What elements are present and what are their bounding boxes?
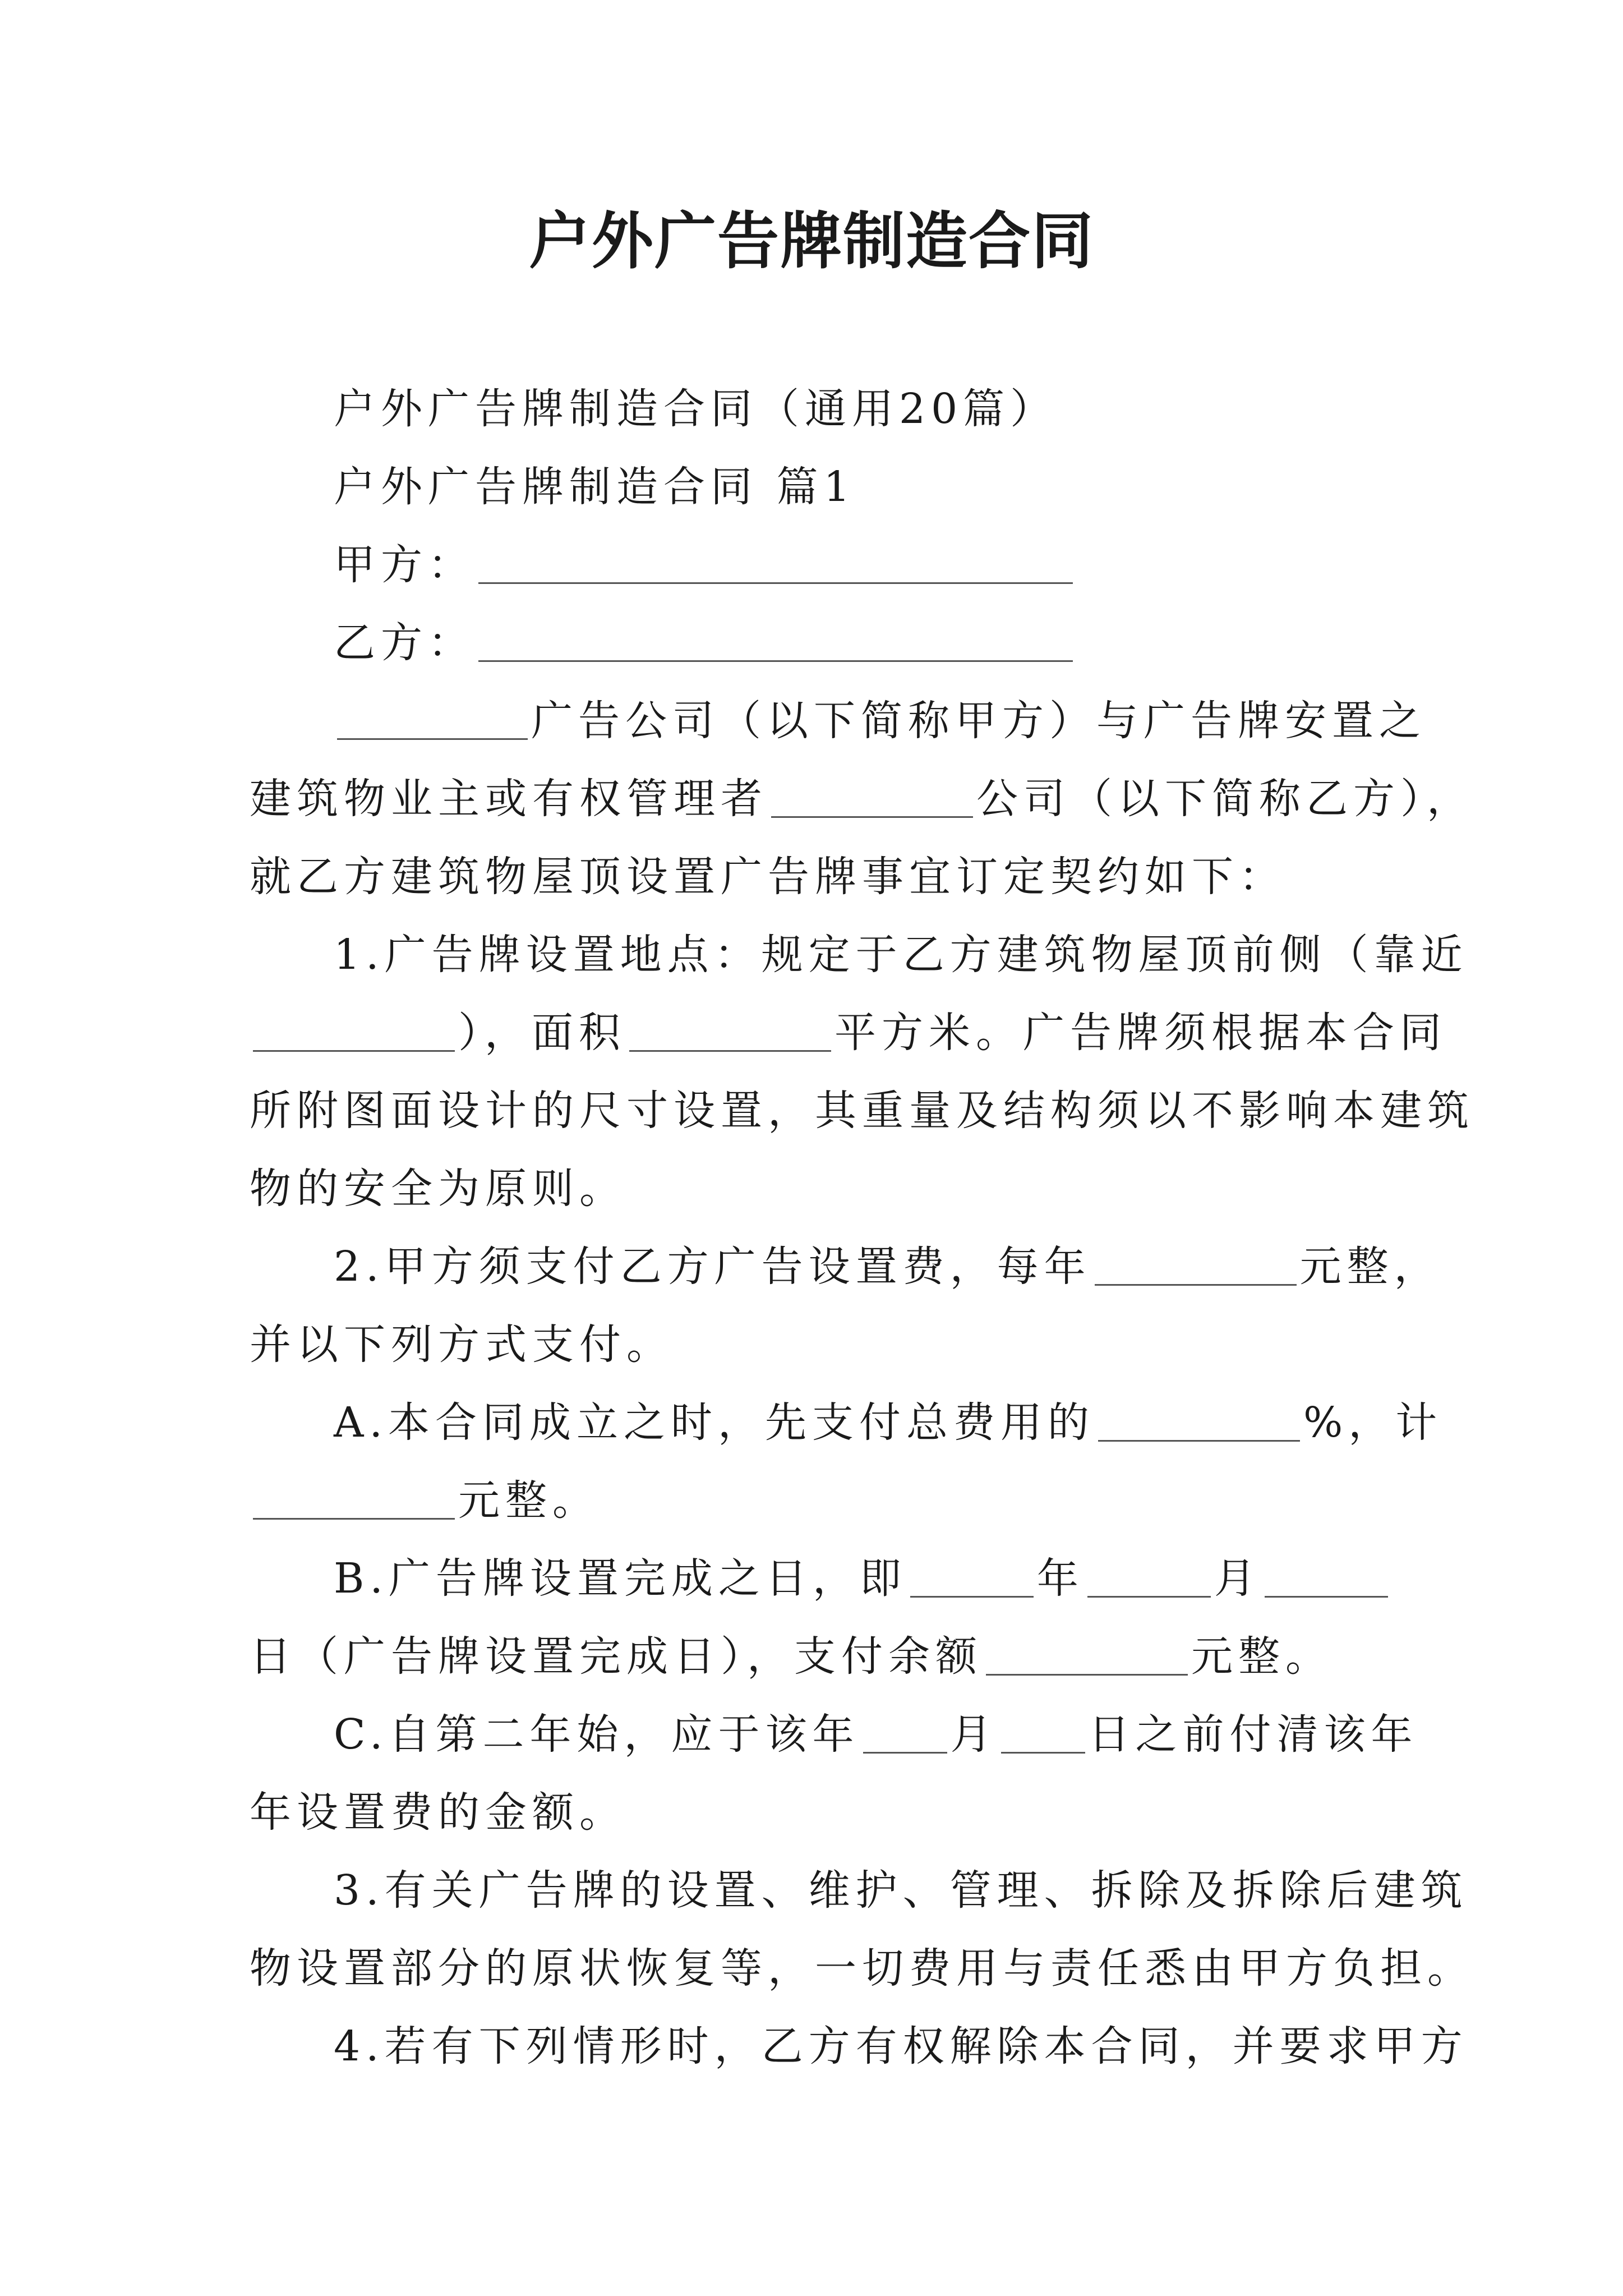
clause-b-line-2 <box>250 1618 1382 1696</box>
clause-c-line-2: 年设置费的金额。 <box>250 1788 626 1837</box>
clause-a-text-1b: %，计 <box>1303 1398 1443 1447</box>
clause-b-text-1a: B.广告牌设置完成之日，即 <box>334 1554 907 1603</box>
party-b-label: 乙方： <box>334 619 475 667</box>
month-blank <box>1087 1557 1211 1598</box>
clause-c-text-1a: C.自第二年始，应于该年 <box>334 1710 860 1759</box>
clause-c-text-1b: 月 <box>950 1710 998 1759</box>
intro-line-2 <box>250 760 1474 838</box>
day-blank <box>1265 1557 1388 1598</box>
balance-blank <box>986 1635 1188 1676</box>
clause-2-line-2: 并以下列方式支付。 <box>250 1320 674 1369</box>
company-b-blank <box>771 777 973 818</box>
intro-text-2b: 公司（以下简称乙方）， <box>976 775 1474 823</box>
percent-blank <box>1098 1401 1300 1442</box>
clause-1-text-2a: ），面积 <box>458 1009 626 1057</box>
area-blank <box>629 1011 831 1052</box>
year-blank <box>910 1557 1034 1598</box>
clause-2-text-1b: 元整， <box>1299 1243 1441 1291</box>
due-day-blank <box>1001 1713 1085 1754</box>
party-a-label: 甲方： <box>334 541 475 589</box>
company-a-blank <box>337 699 528 740</box>
part-heading: 户外广告牌制造合同 篇1 <box>334 463 856 511</box>
clause-4-line-1: 4.若有下列情形时，乙方有权解除本合同，并要求甲方 <box>334 2022 1468 2070</box>
clause-a-text-2: 元整。 <box>458 1476 600 1525</box>
clause-a-line-1 <box>250 1384 1443 1462</box>
document-title: 户外广告牌制造合同 <box>529 205 1094 277</box>
party-a-line <box>250 526 1382 604</box>
clause-1-line-2 <box>250 994 1447 1072</box>
document-body <box>250 370 1474 2086</box>
party-b-line <box>250 604 1382 682</box>
clause-1-line-3: 所附图面设计的尺寸设置，其重量及结构须以不影响本建筑 <box>250 1087 1474 1135</box>
intro-text-1: 广告公司（以下简称甲方）与广告牌安置之 <box>531 697 1426 745</box>
clause-a-text-1a: A.本合同成立之时，先支付总费用的 <box>334 1398 1095 1447</box>
clause-3-line-1: 3.有关广告牌的设置、维护、管理、拆除及拆除后建筑 <box>334 1866 1468 1915</box>
intro-line-1 <box>250 682 1426 760</box>
clause-2-line-1 <box>250 1228 1441 1306</box>
amount-blank <box>253 1479 455 1520</box>
party-a-blank <box>478 543 1073 584</box>
clause-2-text-1a: 2.甲方须支付乙方广告设置费，每年 <box>334 1243 1091 1291</box>
party-b-blank <box>478 621 1073 662</box>
clause-c-text-1c: 日之前付清该年 <box>1088 1710 1418 1759</box>
clause-a-line-2 <box>250 1462 1382 1540</box>
clause-b-text-2a: 日（广告牌设置完成日），支付余额 <box>250 1632 983 1681</box>
intro-text-2a: 建筑物业主或有权管理者 <box>250 775 768 823</box>
clause-3-line-2: 物设置部分的原状恢复等，一切费用与责任悉由甲方负担。 <box>250 1944 1474 1993</box>
intro-line-3: 就乙方建筑物屋顶设置广告牌事宜订定契约如下： <box>250 853 1286 901</box>
clause-b-text-1b: 年 <box>1036 1554 1084 1603</box>
clause-1-line-4: 物的安全为原则。 <box>250 1165 626 1213</box>
clause-c-line-1 <box>250 1696 1418 1774</box>
clause-b-text-2b: 元整。 <box>1191 1632 1332 1681</box>
location-blank <box>253 1011 455 1052</box>
due-month-blank <box>863 1713 947 1754</box>
clause-1-text-2b: 平方米。广告牌须根据本合同 <box>834 1009 1447 1057</box>
annual-fee-blank <box>1095 1245 1297 1286</box>
clause-1-line-1: 1.广告牌设置地点：规定于乙方建筑物屋顶前侧（靠近 <box>334 931 1468 979</box>
subtitle-line: 户外广告牌制造合同（通用20篇） <box>334 385 1058 433</box>
clause-b-text-1c: 月 <box>1214 1554 1261 1603</box>
clause-b-line-1 <box>250 1540 1382 1618</box>
